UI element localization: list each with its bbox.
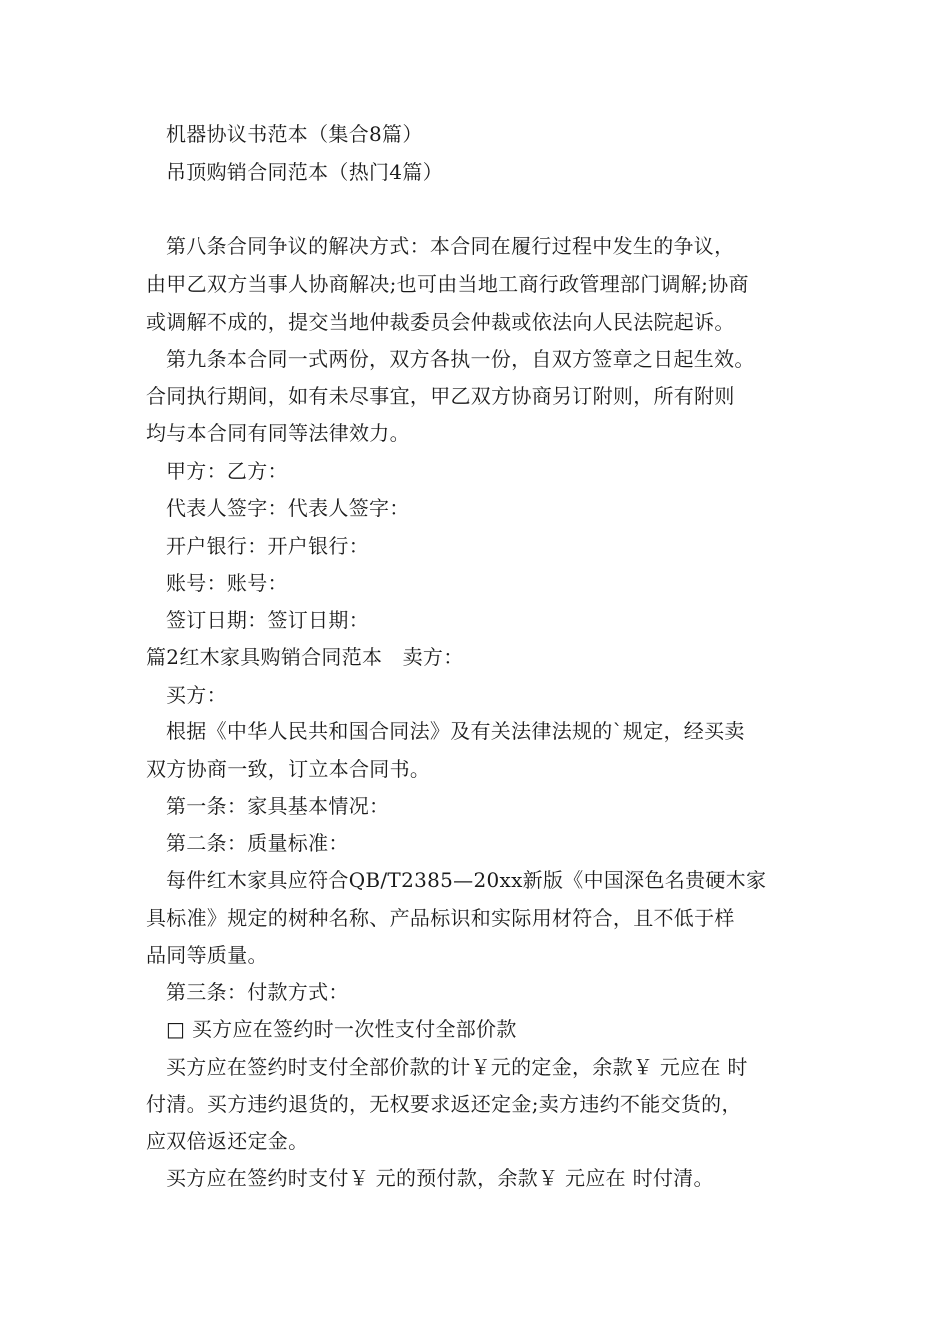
bank-label: 开户银行：开户银行： — [166, 534, 369, 558]
article-1-heading: 第一条：家具基本情况： — [166, 794, 390, 818]
clause-9-line-2: 合同执行期间，如有未尽事宜，甲乙双方协商另订附则，所有附则 — [146, 384, 735, 408]
clause-8-line-1: 第八条合同争议的解决方式：本合同在履行过程中发生的争议， — [166, 234, 735, 258]
account-label: 账号：账号： — [166, 571, 288, 595]
clause-9-line-1: 第九条本合同一式两份，双方各执一份，自双方签章之日起生效。 — [166, 347, 755, 371]
payment-option-checkbox-line[interactable]: □ 买方应在签约时一次性支付全部价款 — [166, 1017, 517, 1041]
section-2-heading: 篇2红木家具购销合同范本 卖方： — [146, 645, 464, 669]
party-a-b-label: 甲方：乙方： — [166, 459, 288, 483]
clause-8-line-2: 由甲乙双方当事人协商解决;也可由当地工商行政管理部门调解;协商 — [146, 272, 749, 296]
quality-line-2: 具标准》规定的树种名称、产品标识和实际用材符合，且不低于样 — [146, 906, 735, 930]
preamble-line-1: 根据《中华人民共和国合同法》及有关法律法规的`规定，经买卖 — [166, 719, 745, 743]
deposit-line-2: 付清。买方违约退货的，无权要求返还定金;卖方违约不能交货的， — [146, 1092, 742, 1116]
buyer-label: 买方： — [166, 683, 227, 707]
representative-signature-label: 代表人签字：代表人签字： — [166, 496, 410, 520]
clause-9-line-3: 均与本合同有同等法律效力。 — [146, 421, 410, 445]
quality-line-1: 每件红木家具应符合QB/T2385—20xx新版《中国深色名贵硬木家 — [166, 868, 767, 892]
related-link-machine-agreement[interactable]: 机器协议书范本（集合8篇） — [166, 122, 423, 146]
signing-date-label: 签订日期：签订日期： — [166, 608, 369, 632]
article-2-heading: 第二条：质量标准： — [166, 831, 349, 855]
prepayment-line: 买方应在签约时支付￥ 元的预付款，余款￥ 元应在 时付清。 — [166, 1166, 714, 1190]
clause-8-line-3: 或调解不成的，提交当地仲裁委员会仲裁或依法向人民法院起诉。 — [146, 310, 735, 334]
deposit-line-3: 应双倍返还定金。 — [146, 1129, 309, 1153]
article-3-heading: 第三条：付款方式： — [166, 980, 349, 1004]
related-link-ceiling-contract[interactable]: 吊顶购销合同范本（热门4篇） — [166, 160, 443, 184]
deposit-line-1: 买方应在签约时支付全部价款的计￥元的定金，余款￥ 元应在 时 — [166, 1055, 748, 1079]
preamble-line-2: 双方协商一致，订立本合同书。 — [146, 757, 431, 781]
quality-line-3: 品同等质量。 — [146, 943, 268, 967]
